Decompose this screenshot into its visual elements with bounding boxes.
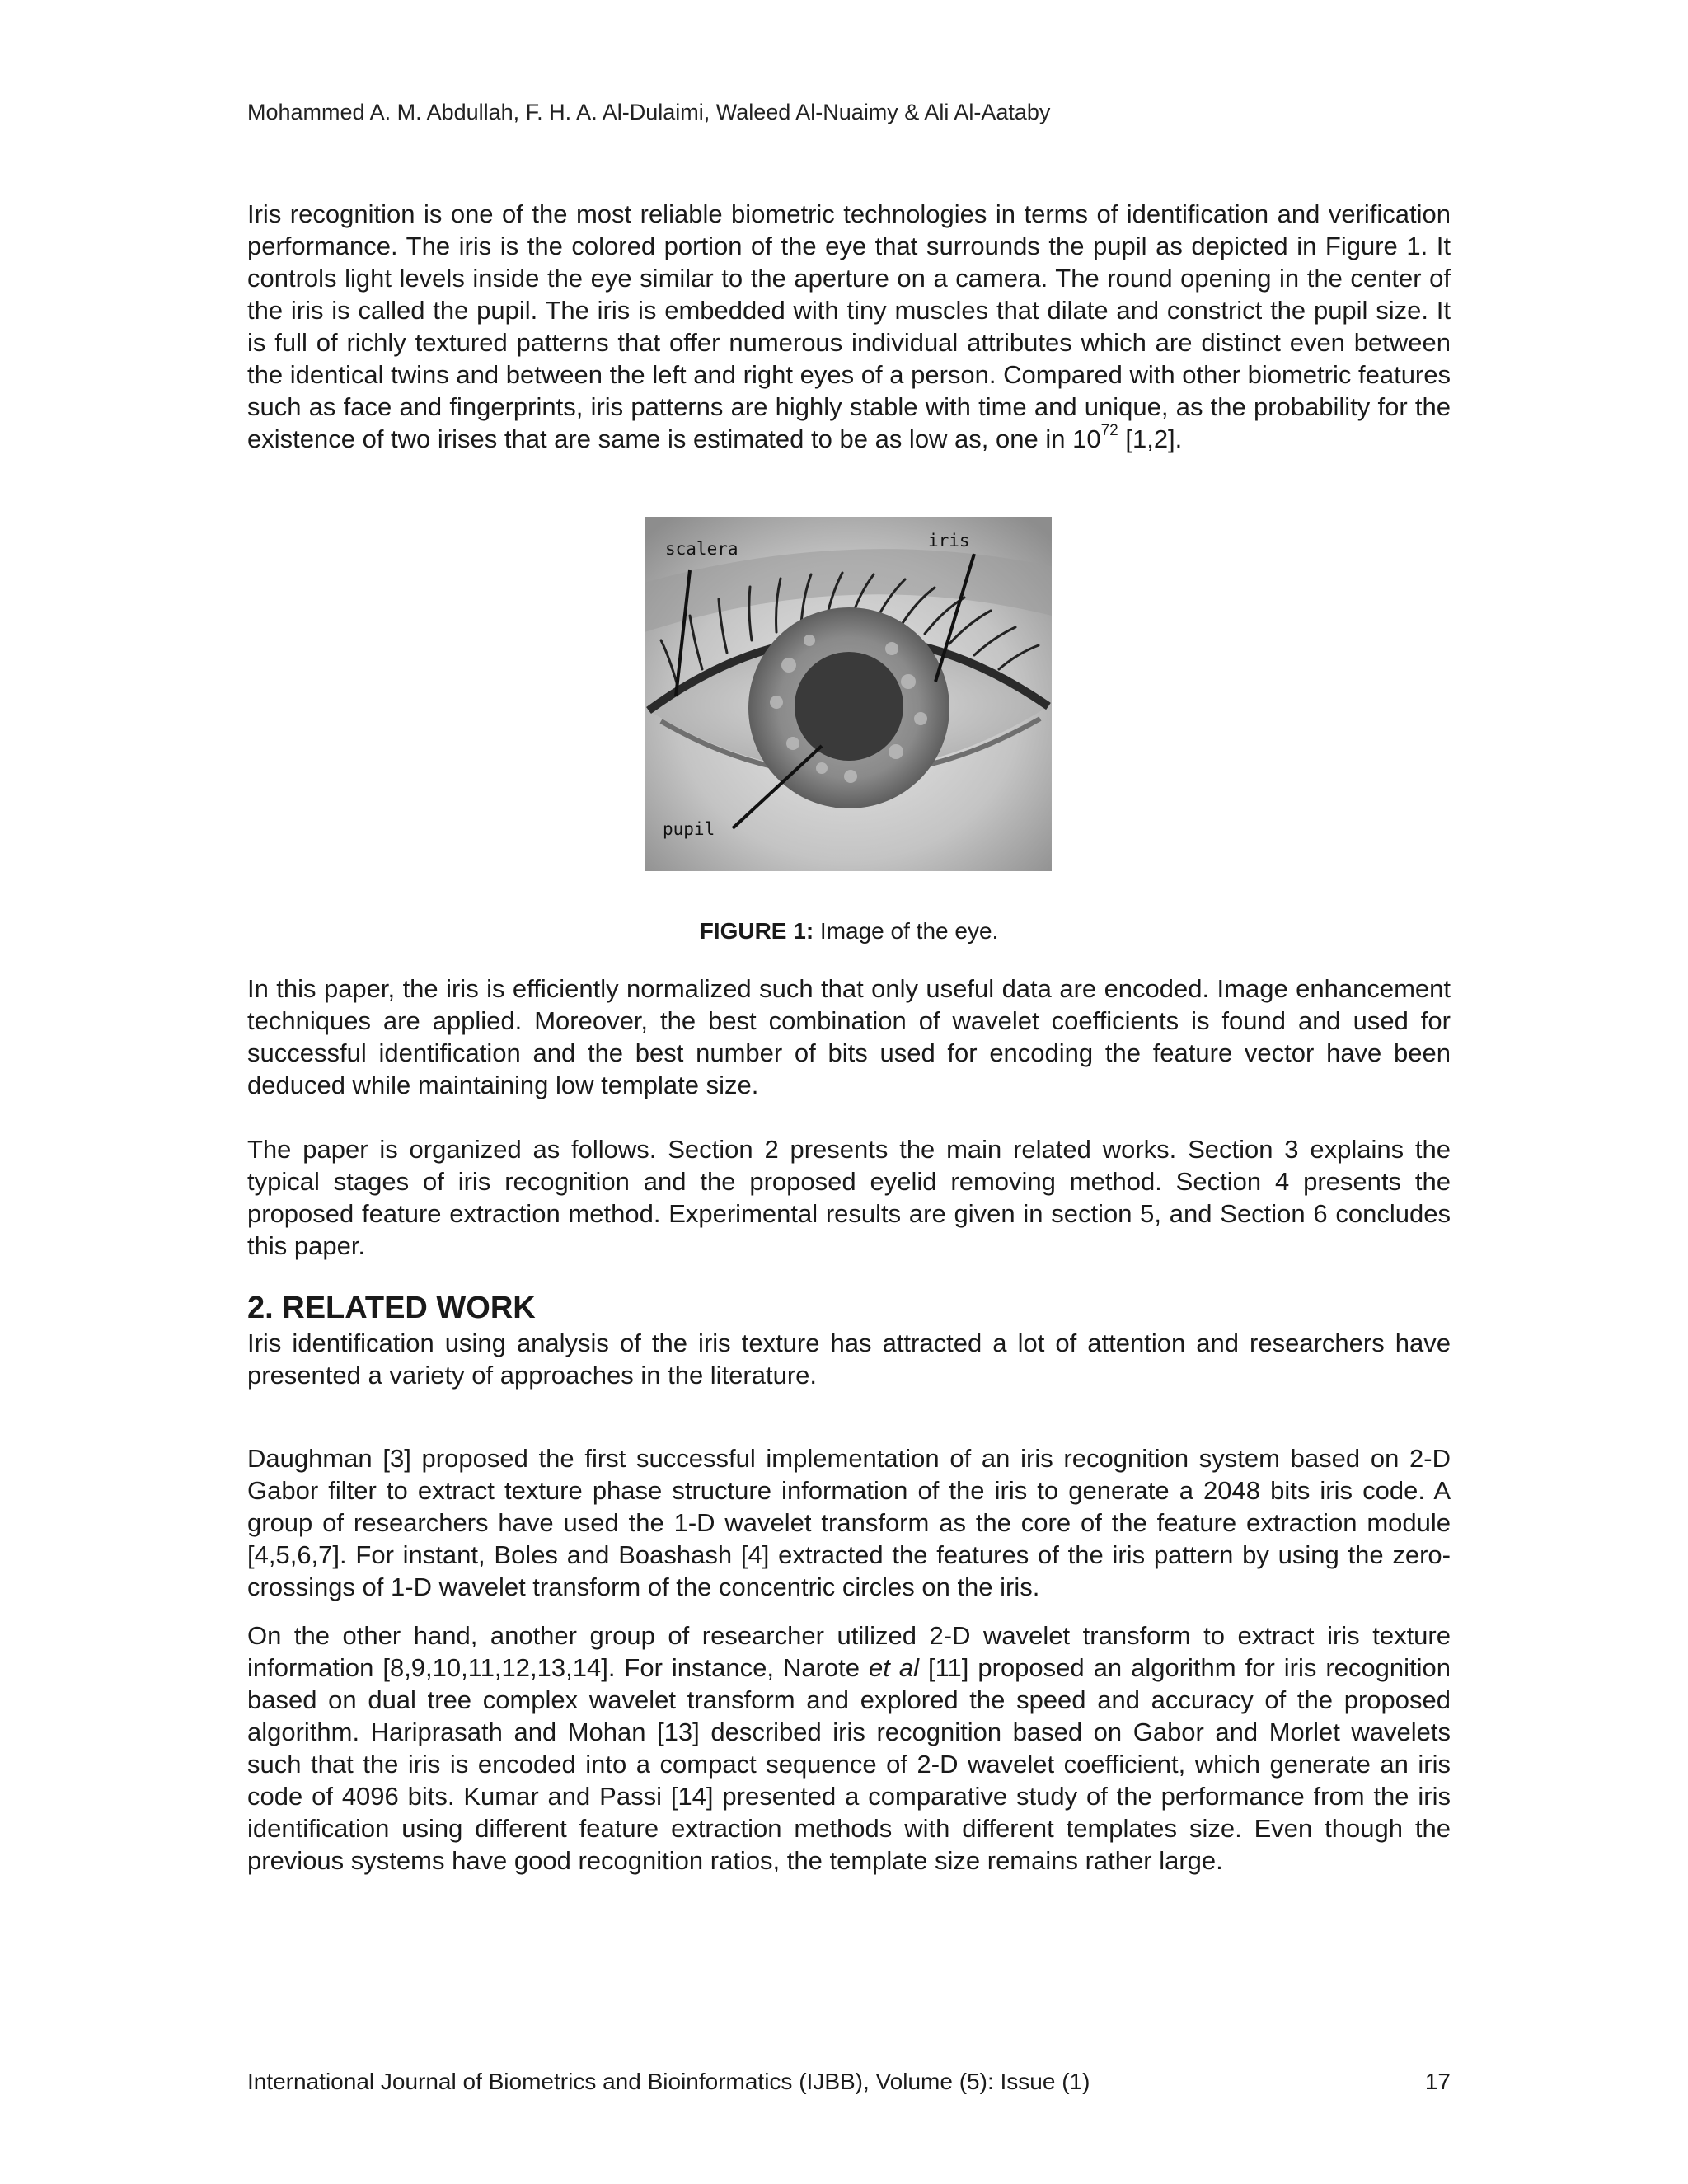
intro-paragraph-3: The paper is organized as follows. Section 2 presents the main related works. Section 3 explains the typical stages of iris recognition and the proposed eyelid removing method. Section 4 presents the proposed feature extraction method. Experimental results are given in section 5, and Section 6 concludes this paper. <box>247 1135 1451 1260</box>
label-iris: iris <box>928 531 970 551</box>
running-header-authors: Mohammed A. M. Abdullah, F. H. A. Al-Dulaimi, Waleed Al-Nuaimy & Ali Al-Aataby <box>247 100 1051 124</box>
figure-eye-image <box>645 517 1052 871</box>
related-work-paragraph-3-part-a: On the other hand, another group of researcher utilized 2-D wavelet transform to extract iris texture information [8,9,10,11,12,13,14]. For instance, Narote <box>247 1621 1451 1682</box>
footer-journal-name: International Journal of Biometrics and Bioinformatics (IJBB), Volume (5): Issue (1) <box>247 2069 1090 2094</box>
label-pupil: pupil <box>663 819 715 839</box>
label-scalera: scalera <box>665 539 738 559</box>
figure-caption <box>247 916 1451 946</box>
intro-paragraph-1-citation: [1,2]. <box>1118 424 1183 453</box>
related-work-paragraph-2: Daughman [3] proposed the first successful implementation of an iris recognition system based on 2-D Gabor filter to extract texture phase structure information of the iris to generate a 2048 bits iris code. A group of researchers have used the 1-D wavelet transform as the core of the feature extraction module [4,5,6,7]. For instant, Boles and Boashash [4] extracted the features of the iris pattern by using the zero-crossings of 1-D wavelet transform of the concentric circles on the iris. <box>247 1444 1451 1601</box>
related-work-paragraph-3 <box>247 1619 1451 1877</box>
eye-illustration <box>645 517 1052 871</box>
intro-paragraph-1-text: Iris recognition is one of the most reliable biometric technologies in terms of identification and verification performance. The iris is the colored portion of the eye that surrounds the pupil as depicted in Figure 1. It controls light levels inside the eye similar to the aperture on a camera. The round opening in the center of the iris is called the pupil. The iris is embedded with tiny muscles that dilate and constrict the pupil size. It is full of richly textured patterns that offer numerous individual attributes which are distinct even between the identical twins and between the left and right eyes of a person. Compared with other biometric features such as face and fingerprints, iris patterns are highly stable with time and unique, as the probability for the existence of two irises that are same is estimated to be as low as, one in 10 <box>247 199 1451 453</box>
figure-caption-label: FIGURE 1: <box>699 918 814 944</box>
exponent-superscript: 72 <box>1100 422 1118 439</box>
intro-paragraph-1 <box>247 198 1451 455</box>
pupil-shape <box>795 652 903 761</box>
related-work-paragraph-3-part-b: [11] proposed an algorithm for iris recognition based on dual tree complex wavelet transform and explored the speed and accuracy of the proposed algorithm. Hariprasath and Mohan [13] described iris recognition based on Gabor and Morlet wavelets such that the iris is encoded into a compact sequence of 2-D wavelet coefficient, which generate an iris code of 4096 bits. Kumar and Passi [14] presented a comparative study of the performance from the iris identification using different feature extraction methods with different templates size. Even though the previous systems have good recognition ratios, the template size remains rather large. <box>247 1653 1451 1875</box>
related-work-paragraph-1: Iris identification using analysis of the iris texture has attracted a lot of attention and researchers have presented a variety of approaches in the literature. <box>247 1329 1451 1390</box>
page-footer <box>247 2067 1451 2097</box>
figure-caption-text: Image of the eye. <box>814 918 999 944</box>
section-heading-related-work: 2. RELATED WORK <box>247 1291 536 1325</box>
intro-paragraph-2: In this paper, the iris is efficiently normalized such that only useful data are encoded. Image enhancement techniques are applied. Moreover, the best combination of wavelet coefficients is found and used for successful identification and the best number of bits used for encoding the feature vector have been deduced while maintaining low template size. <box>247 974 1451 1099</box>
et-al-italic: et al <box>869 1653 919 1682</box>
footer-page-number: 17 <box>1424 2069 1451 2094</box>
